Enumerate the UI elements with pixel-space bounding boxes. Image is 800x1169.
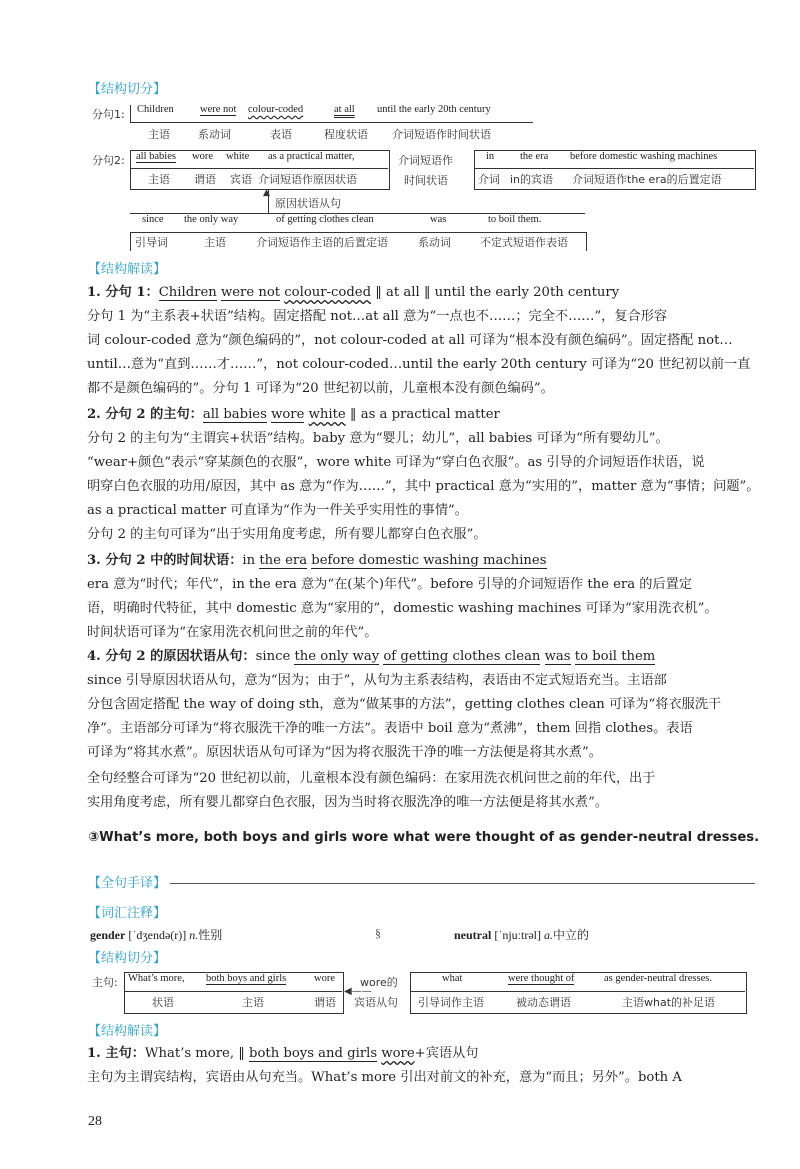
reason-role: 主语 <box>204 236 226 249</box>
time-role: 介词 <box>478 173 500 186</box>
object-word: were thought of <box>508 973 575 984</box>
time-adverbial-head: 时间状语 <box>404 174 448 187</box>
para-full-translation: 全句经整合可译为“20 世纪初以前，儿童根本没有颜色编码：在家用洗衣机问世之前的年代，出于 <box>87 771 656 786</box>
para-reason: 分包含固定搭配 the way of doing sth，意为“做某事的方法”，getting clothes clean 可译为“将衣服洗干 <box>87 697 722 712</box>
main-role: 主语 <box>242 996 264 1009</box>
reason-word: since <box>142 214 164 225</box>
vocab-separator-icon: § <box>375 926 381 940</box>
time-role: 介词短语作the era的后置定语 <box>572 173 722 186</box>
vocab-entry-gender: gender [ˈdʒendə(r)] n.性别 <box>90 928 223 942</box>
para-clause2: 分句 2 的主句为“主谓宾+状语”结构。baby 意为“婴儿；幼儿”，all babies 可译为“所有婴幼儿”。 <box>87 431 669 446</box>
clause2-label: 分句2: <box>92 154 125 167</box>
heading-reason-clause: 4. 分句 2 的原因状语从句：since the only way of getting clothes clean was to boil them <box>87 649 656 664</box>
clause1-role: 系动词 <box>198 128 231 141</box>
main-role: 状语 <box>152 996 174 1009</box>
clause1-word: until the early 20th century <box>377 104 491 115</box>
reason-word: to boil them. <box>488 214 542 225</box>
time-word: the era <box>520 151 549 162</box>
clause1-word: colour-coded <box>248 104 304 115</box>
clause2-role: 宾语 <box>230 173 252 186</box>
para-clause1: 分句 1 为“主系表+状语”结构。固定搭配 not…at all 意为“一点也不……；完全不……”，复合形容 <box>87 309 668 324</box>
para-main-clause: 主句为主谓宾结构，宾语由从句充当。What’s more 引出对前文的补充，意为“而且；另外”。both A <box>87 1070 682 1085</box>
page-number: 28 <box>88 1114 102 1129</box>
reason-word: of getting clothes clean <box>276 214 374 225</box>
para-reason: since 引导原因状语从句，意为“因为；由于”，从句为主系表结构，表语由不定式短语充当。主语部 <box>87 673 667 688</box>
para-clause1: until…意为“直到……才……”，not colour-coded…until the early 20th century 可译为“20 世纪初以前一直 <box>87 357 751 372</box>
clause1-role: 介词短语作时间状语 <box>392 128 491 141</box>
clause2-word: wore <box>192 151 213 162</box>
time-word: in <box>486 151 495 162</box>
heading-clause1: 1. 分句 1：Children were not colour-coded ‖ at all ‖ until the early 20th century <box>87 285 620 300</box>
clause1-role: 程度状语 <box>324 128 368 141</box>
main-word: wore <box>314 973 335 984</box>
para-clause2: 明穿白色衣服的功用/原因，其中 as 意为“作为……”，其中 practical 意为“实用的”，matter 意为“事情；问题”。 <box>87 479 759 494</box>
para-clause2-summary: 分句 2 的主句可译为“出于实用角度考虑，所有婴儿都穿白色衣服”。 <box>87 527 487 542</box>
clause2-role: 谓语 <box>194 173 216 186</box>
clause2-word: white <box>226 151 250 162</box>
para-clause2: as a practical matter 可直译为“作为一件关乎实用性的事情”。 <box>87 503 468 518</box>
arrow-up-icon: ▲ <box>263 188 270 198</box>
main-role: 谓语 <box>314 996 336 1009</box>
clause1-role: 表语 <box>270 128 292 141</box>
section-tag-vocab: 【词汇注释】 <box>88 906 167 921</box>
clause2-word: as a practical matter, <box>268 151 355 162</box>
reason-word: was <box>430 214 447 225</box>
para-reason: 可译为“将其水煮”。原因状语从句可译为“因为将衣服洗干净的唯一方法便是将其水煮”。 <box>87 745 602 760</box>
object-role: 引导词作主语 <box>418 996 484 1009</box>
clause1-role: 主语 <box>148 128 170 141</box>
clause2-role: 主语 <box>148 173 170 186</box>
object-word: what <box>442 973 463 984</box>
clause2-word: all babies <box>136 151 176 162</box>
clause1-word: Children <box>137 104 174 115</box>
para-time-summary: 时间状语可译为“在家用洗衣机问世之前的年代”。 <box>87 625 378 640</box>
heading-time-adverbial: 3. 分句 2 中的时间状语：in the era before domestic washing machines <box>87 553 547 568</box>
object-role: 主语what的补足语 <box>622 996 716 1009</box>
section-tag-interpret: 【结构解读】 <box>88 262 167 277</box>
section-tag-split: 【结构切分】 <box>88 82 167 97</box>
para-reason: 净”。主语部分可译为“将衣服洗干净的唯一方法”。表语中 boil 意为“煮沸”，them 回指 clothes。表语 <box>87 721 693 736</box>
translation-blank-line[interactable] <box>170 883 755 884</box>
reason-clause-label: 原因状语从句 <box>275 197 341 210</box>
reason-role: 系动词 <box>418 236 451 249</box>
heading-main-clause: 1. 主句：What’s more, ‖ both boys and girls wore+宾语从句 <box>87 1046 479 1061</box>
object-clause-head: 宾语从句 <box>354 996 398 1009</box>
reason-word: the only way <box>184 214 239 225</box>
time-adverbial-head: 介词短语作 <box>398 154 453 167</box>
section-tag-translate: 【全句手译】 <box>88 876 167 891</box>
main-word: both boys and girls <box>206 973 287 984</box>
arrow-left-icon: ◀—— <box>344 986 372 997</box>
time-role: in的宾语 <box>510 173 554 186</box>
reason-role: 介词短语作主语的后置定语 <box>256 236 388 249</box>
para-time: 语，明确时代特征，其中 domestic 意为“家用的”，domestic washing machines 可译为“家用洗衣机”。 <box>87 601 718 616</box>
para-full-translation: 实用角度考虑，所有婴儿都穿白色衣服，因为当时将衣服洗净的唯一方法便是将其水煮”。 <box>87 795 609 810</box>
reason-role: 引导词 <box>135 236 168 249</box>
para-clause2: “wear+颜色”表示“穿某颜色的衣服”，wore white 可译为“穿白色衣服”。as 引导的介词短语作状语，说 <box>87 455 705 470</box>
heading-clause2-main: 2. 分句 2 的主句：all babies wore white ‖ as a practical matter <box>87 407 500 422</box>
section-tag-struct: 【结构切分】 <box>88 951 167 966</box>
main-clause-label: 主句: <box>92 976 118 989</box>
para-clause1: 词 colour-coded 意为“颜色编码的”，not colour-coded at all 可译为“根本没有颜色编码”。固定搭配 not… <box>87 333 733 348</box>
para-clause1: 都不是颜色编码的”。分句 1 可译为“20 世纪初以前，儿童根本没有颜色编码”。 <box>87 381 554 396</box>
para-time: era 意为“时代；年代”，in the era 意为“在(某个)年代”。before 引导的介词短语作 the era 的后置定 <box>87 577 693 592</box>
example-sentence: ③What’s more, both boys and girls wore what were thought of as gender-neutral dresses. <box>88 830 760 845</box>
object-role: 被动态谓语 <box>516 996 571 1009</box>
time-word: before domestic washing machines <box>570 151 718 162</box>
object-clause-head: wore的 <box>360 976 398 989</box>
clause2-role: 介词短语作原因状语 <box>258 173 357 186</box>
clause1-label: 分句1: <box>92 108 125 121</box>
reason-role: 不定式短语作表语 <box>480 236 568 249</box>
object-word: as gender-neutral dresses. <box>604 973 712 984</box>
section-tag-interpret-2: 【结构解读】 <box>88 1024 167 1039</box>
clause1-word: at all <box>334 104 355 115</box>
clause1-word: were not <box>200 104 237 115</box>
main-word: What’s more, <box>128 973 185 984</box>
vocab-entry-neutral: neutral [ˈnjuːtrəl] a.中立的 <box>454 928 590 942</box>
